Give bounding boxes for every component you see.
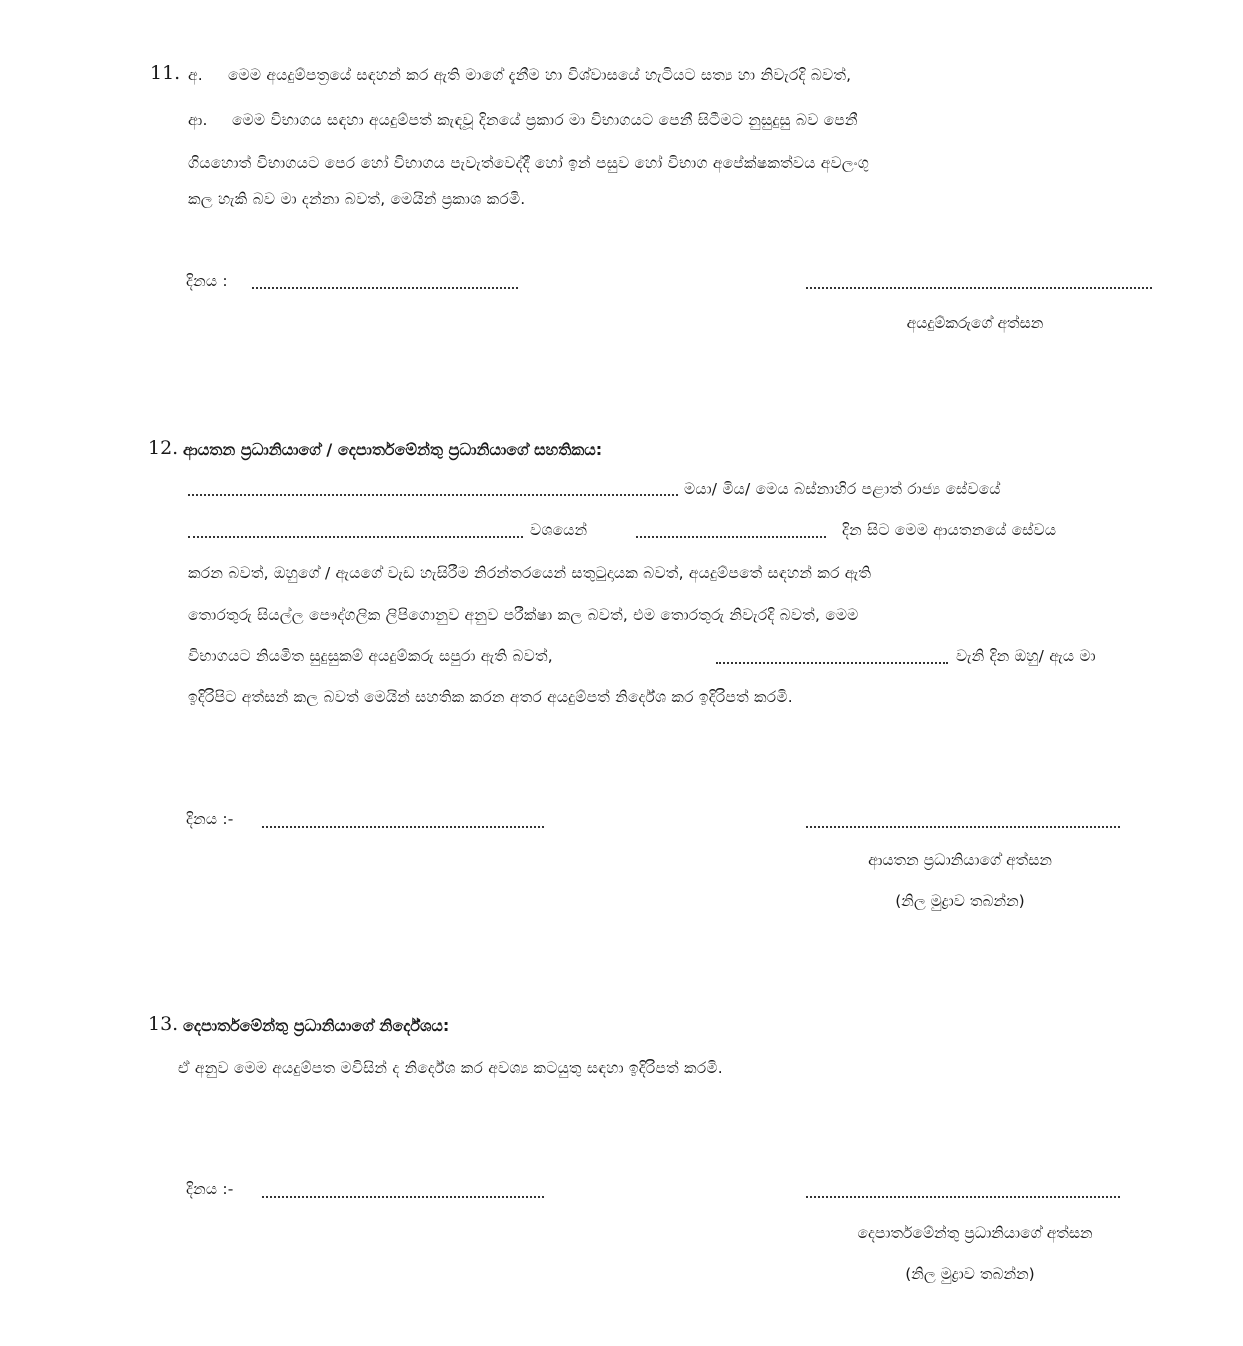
section-13-signature-line — [806, 1196, 1120, 1198]
section-12-line-3: කරන බවත්, ඔහුගේ / ඇයගේ වැඩ හැසිරීම නිරන්තරයෙන් සතුටුදායක බවත්, අයදුම්පතේ සඳහන් කර ඇති — [188, 564, 872, 582]
section-12-line-2-mid: වශයෙන් — [530, 521, 588, 539]
section-12-date-line — [262, 826, 544, 828]
section-13-heading: දෙපාර්තමේන්තු ප්‍රධානියාගේ නිර්දේශය: — [183, 1016, 450, 1035]
section-11-b-line-2: ගියහොත් විභාගයට පෙර හෝ විභාගය පැවැත්වෙද්දී හෝ ඉන් පසුව හෝ විභාග අපේක්ෂකත්වය අවලංගු — [188, 154, 870, 172]
section-11-date-line — [252, 287, 518, 289]
section-12-sign-date-line — [716, 662, 948, 664]
section-12-line-5-start: විභාගයට නියමිත සුදුසුකම් අයදුම්කරු සපුරා ඇති බවත්, — [188, 647, 553, 665]
section-11-date-label: දිනය : — [186, 272, 228, 290]
section-12-date-from-line — [636, 536, 826, 538]
section-12-post-line — [188, 536, 523, 538]
section-13-date-line — [262, 1196, 544, 1198]
section-11-b-letter: ආ. — [188, 111, 208, 129]
section-11-b-line-3: කල හැකි බව මා දන්නා බවත්, මෙයින් ප්‍රකාශ කරමි. — [188, 190, 526, 208]
section-12-name-line — [188, 494, 678, 496]
section-13-date-label: දිනය :- — [186, 1180, 234, 1198]
section-11-signature-line — [806, 287, 1152, 289]
section-12-line-1-text: මයා/ මිය/ මෙය බස්නාහිර පළාත් රාජ්‍ය සේවයේ — [684, 480, 1001, 498]
section-12-number: 12. — [148, 437, 179, 459]
section-12-line-4: තොරතුරු සියල්ල පෞද්ගලික ලිපිගොනුව අනුව පරීක්ෂා කල බවත්, එම තොරතුරු නිවැරදි බවත්, මෙම — [188, 606, 859, 624]
section-13-number: 13. — [148, 1013, 179, 1035]
section-12-signature-label: ආයතන ප්‍රධානියාගේ අත්සන — [868, 851, 1052, 869]
section-11-a-text: මෙම අයදුම්පත්‍රයේ සඳහන් කර ඇති මාගේ දැනීම හා විශ්වාසයේ හැටියට සත්‍ය හා නිවැරදි බවත්, — [228, 66, 852, 84]
section-11-b-line-1: මෙම විභාගය සඳහා අයදුම්පත් කැඳවූ දිනයේ ප්‍රකාර මා විභාගයට පෙනී සිටීමට නුසුදුසු බව පෙනී — [232, 111, 858, 129]
section-12-signature-line — [806, 826, 1120, 828]
section-11-a-letter: අ. — [188, 66, 203, 84]
section-12-seal-note: (නිල මුද්‍රාව තබන්න) — [895, 892, 1025, 910]
section-13-seal-note: (නිල මුද්‍රාව තබන්න) — [905, 1265, 1035, 1283]
section-13-signature-label: දෙපාර්තමේන්තු ප්‍රධානියාගේ අත්සන — [857, 1224, 1093, 1242]
section-12-heading: ආයතන ප්‍රධානියාගේ / දෙපාර්තමේන්තු ප්‍රධානියාගේ සහතිකය: — [183, 440, 603, 459]
section-13-text: ඒ අනුව මෙම අයදුම්පත මවිසින් ද නිර්දේශ කර අවශ්‍ය කටයුතු සඳහා ඉදිරිපත් කරමි. — [178, 1059, 723, 1077]
section-12-line-6: ඉදිරිපිට අත්සන් කල බවත් මෙයින් සහතික කරන අතර අයදුම්පත් නිර්දේශ කර ඉදිරිපත් කරමි. — [188, 688, 793, 706]
section-12-line-5-end: වැනි දින ඔහු/ ඇය මා — [956, 647, 1096, 665]
section-12-date-label: දිනය :- — [186, 810, 234, 828]
section-11-signature-label: අයදුම්කරුගේ අත්සන — [906, 314, 1044, 332]
section-11-number: 11. — [150, 62, 181, 84]
section-12-line-2-end: දින සිට මෙම ආයතනයේ සේවය — [842, 521, 1057, 539]
